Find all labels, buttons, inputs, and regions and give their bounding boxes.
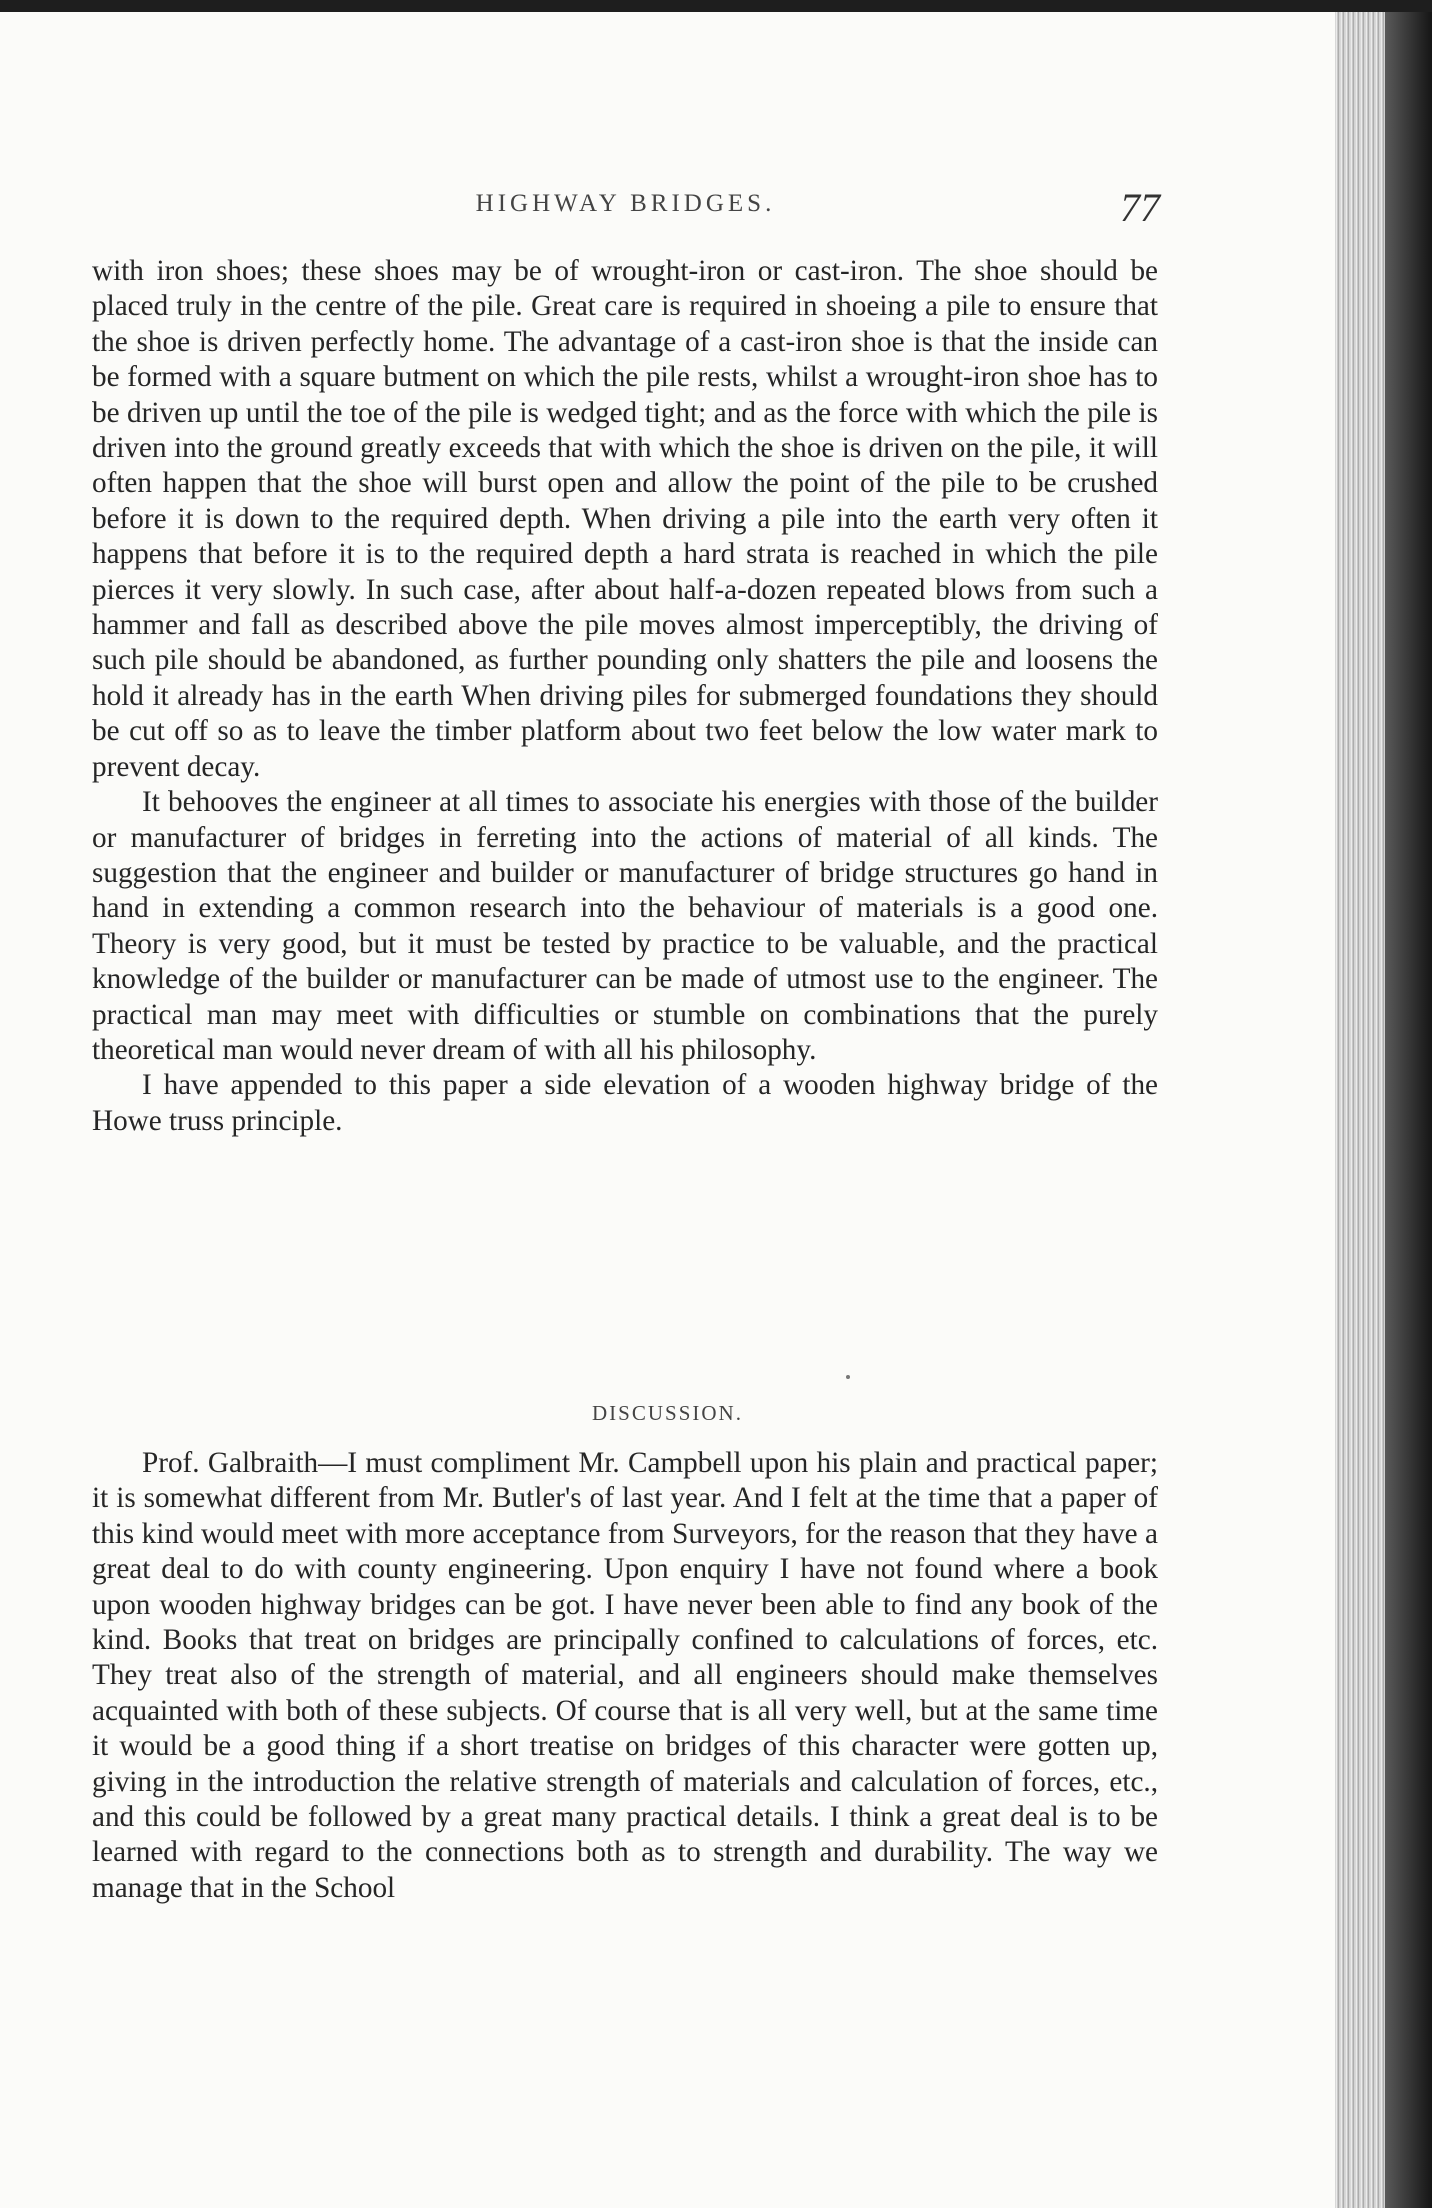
book-page: [0, 12, 1335, 2208]
ornament-dot-icon: [846, 1375, 850, 1379]
paragraph: with iron shoes; these shoes may be of wrought-iron or cast-iron. The shoe should be placed truly in the centre of the pile. Great care is required in shoeing a pile to ensure that the shoe is driven perfectly home. The advantage of a cast-iron shoe is that the inside can be formed with a square butment on which the pile rests, whilst a wrought-iron shoe has to be driven up until the toe of the pile is wedged tight; and as the force with which the pile is driven into the ground greatly exceeds that with which the shoe is driven on the pile, it will often happen that the shoe will burst open and allow the point of the pile to be crushed before it is down to the required depth. When driving a pile into the earth very often it happens that before it is to the required depth a hard strata is reached in which the pile pierces it very slowly. In such case, after about half-a-dozen repeated blows from such a hammer and fall as described above the pile moves almost imperceptibly, the driving of such pile should be abandoned, as further pounding only shatters the pile and loosens the hold it already has in the earth When driving piles for submerged foundations they should be cut off so as to leave the timber platform about two feet below the low water mark to prevent decay.: [92, 255, 1158, 783]
discussion-text: [92, 1446, 1158, 1906]
binding-shadow: [1385, 12, 1432, 2208]
section-heading: DISCUSSION.: [592, 1401, 743, 1425]
paragraph: It behooves the engineer at all times to associate his energies with those of the builder or manufacturer of bridges in ferreting into the actions of material of all kinds. The suggestion that the engineer and builder or manufacturer of bridge structures go hand in hand in extending a common research into the behaviour of materials is a good one. Theory is very good, but it must be tested by practice to be valuable, and the practical knowledge of the builder or manufacturer can be made of utmost use to the engineer. The practical man may meet with difficulties or stumble on combinations that the purely theoretical man would never dream of with all his philosophy.: [92, 786, 1158, 1066]
paragraph: Prof. Galbraith—I must compliment Mr. Campbell upon his plain and practical paper; it is somewhat different from Mr. Butler's of last year. And I felt at the time that a paper of this kind would meet with more acceptance from Surveyors, for the reason that they have a great deal to do with county engineering. Upon enquiry I have not found where a book upon wooden highway bridges can be got. I have never been able to find any book of the kind. Books that treat on bridges are principally confined to calculations of forces, etc. They treat also of the strength of material, and all engineers should make themselves acquainted with both of these subjects. Of course that is all very well, but at the same time it would be a good thing if a short treatise on bridges of this character were gotten up, giving in the introduction the relative strength of materials and calculation of forces, etc., and this could be followed by a great many practical details. I think a great deal is to be learned with regard to the connections both as to strength and durability. The way we manage that in the School: [92, 1447, 1158, 1904]
page-edge: [1335, 12, 1385, 2208]
paragraph: I have appended to this paper a side elevation of a wooden highway bridge of the Howe truss principle.: [92, 1069, 1158, 1137]
main-text: [92, 254, 1158, 1139]
running-header: [0, 185, 1335, 230]
running-title: HIGHWAY BRIDGES.: [475, 190, 776, 217]
page-number: 77: [1120, 185, 1160, 230]
